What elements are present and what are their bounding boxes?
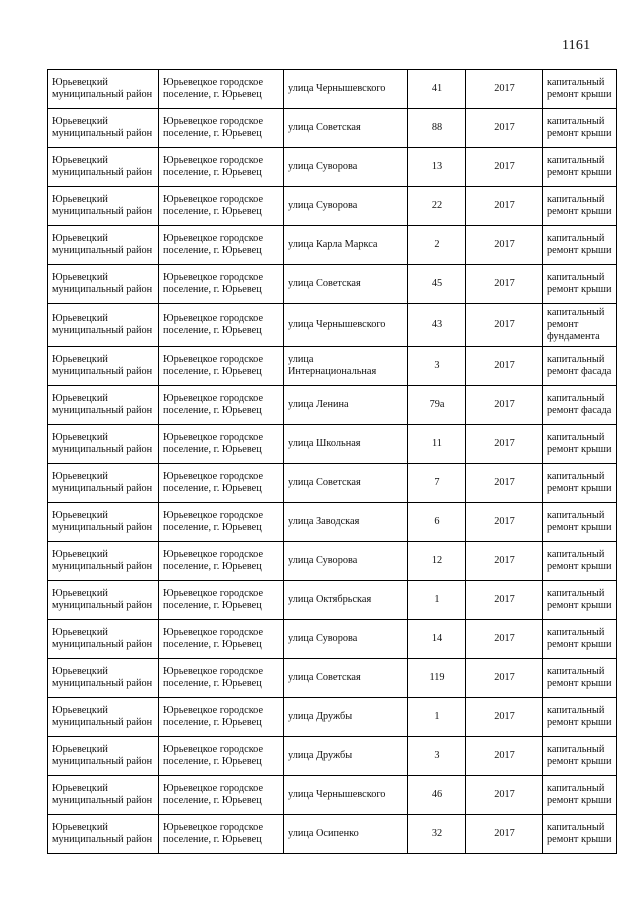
settlement-cell: Юрьевецкое городское поселение, г. Юрьевец — [159, 148, 284, 187]
house-number-cell: 45 — [408, 265, 466, 304]
house-number-cell: 7 — [408, 464, 466, 503]
street-cell: улица Осипенко — [284, 815, 408, 854]
year-cell: 2017 — [466, 109, 543, 148]
district-cell: Юрьевецкий муниципальный район — [48, 776, 159, 815]
house-number-cell: 43 — [408, 304, 466, 347]
house-number-cell: 13 — [408, 148, 466, 187]
house-number-cell: 2 — [408, 226, 466, 265]
street-cell: улица Ленина — [284, 386, 408, 425]
table-row — [48, 70, 617, 109]
street-cell: улица Интернациональная — [284, 347, 408, 386]
settlement-cell: Юрьевецкое городское поселение, г. Юрьевец — [159, 503, 284, 542]
work-type-cell: капитальный ремонт крыши — [543, 659, 617, 698]
work-type-cell: капитальный ремонт крыши — [543, 737, 617, 776]
work-type-cell: капитальный ремонт крыши — [543, 815, 617, 854]
table-row — [48, 386, 617, 425]
street-cell: улица Суворова — [284, 148, 408, 187]
district-cell: Юрьевецкий муниципальный район — [48, 304, 159, 347]
work-type-cell: капитальный ремонт фасада — [543, 386, 617, 425]
table-row — [48, 581, 617, 620]
table-row — [48, 737, 617, 776]
settlement-cell: Юрьевецкое городское поселение, г. Юрьевец — [159, 620, 284, 659]
table-row — [48, 620, 617, 659]
street-cell: улица Чернышевского — [284, 304, 408, 347]
work-type-cell: капитальный ремонт фундамента — [543, 304, 617, 347]
year-cell: 2017 — [466, 148, 543, 187]
house-number-cell: 3 — [408, 347, 466, 386]
work-type-cell: капитальный ремонт крыши — [543, 425, 617, 464]
district-cell: Юрьевецкий муниципальный район — [48, 542, 159, 581]
year-cell: 2017 — [466, 347, 543, 386]
district-cell: Юрьевецкий муниципальный район — [48, 70, 159, 109]
work-type-cell: капитальный ремонт крыши — [543, 109, 617, 148]
street-cell: улица Чернышевского — [284, 70, 408, 109]
table-row — [48, 425, 617, 464]
district-cell: Юрьевецкий муниципальный район — [48, 737, 159, 776]
street-cell: улица Октябрьская — [284, 581, 408, 620]
district-cell: Юрьевецкий муниципальный район — [48, 815, 159, 854]
district-cell: Юрьевецкий муниципальный район — [48, 347, 159, 386]
settlement-cell: Юрьевецкое городское поселение, г. Юрьевец — [159, 581, 284, 620]
settlement-cell: Юрьевецкое городское поселение, г. Юрьевец — [159, 386, 284, 425]
district-cell: Юрьевецкий муниципальный район — [48, 187, 159, 226]
work-type-cell: капитальный ремонт крыши — [543, 503, 617, 542]
house-number-cell: 3 — [408, 737, 466, 776]
house-number-cell: 119 — [408, 659, 466, 698]
table-row — [48, 347, 617, 386]
year-cell: 2017 — [466, 503, 543, 542]
house-number-cell: 79а — [408, 386, 466, 425]
district-cell: Юрьевецкий муниципальный район — [48, 226, 159, 265]
settlement-cell: Юрьевецкое городское поселение, г. Юрьевец — [159, 304, 284, 347]
house-number-cell: 11 — [408, 425, 466, 464]
table-row — [48, 815, 617, 854]
settlement-cell: Юрьевецкое городское поселение, г. Юрьевец — [159, 70, 284, 109]
year-cell: 2017 — [466, 70, 543, 109]
settlement-cell: Юрьевецкое городское поселение, г. Юрьевец — [159, 737, 284, 776]
house-number-cell: 1 — [408, 581, 466, 620]
table-row — [48, 542, 617, 581]
work-type-cell: капитальный ремонт крыши — [543, 226, 617, 265]
district-cell: Юрьевецкий муниципальный район — [48, 503, 159, 542]
year-cell: 2017 — [466, 265, 543, 304]
table-row — [48, 776, 617, 815]
year-cell: 2017 — [466, 386, 543, 425]
work-type-cell: капитальный ремонт крыши — [543, 187, 617, 226]
settlement-cell: Юрьевецкое городское поселение, г. Юрьевец — [159, 659, 284, 698]
house-number-cell: 88 — [408, 109, 466, 148]
work-type-cell: капитальный ремонт крыши — [543, 581, 617, 620]
street-cell: улица Чернышевского — [284, 776, 408, 815]
work-type-cell: капитальный ремонт крыши — [543, 265, 617, 304]
street-cell: улица Суворова — [284, 187, 408, 226]
street-cell: улица Советская — [284, 464, 408, 503]
year-cell: 2017 — [466, 620, 543, 659]
year-cell: 2017 — [466, 304, 543, 347]
table-row — [48, 659, 617, 698]
district-cell: Юрьевецкий муниципальный район — [48, 425, 159, 464]
work-type-cell: капитальный ремонт крыши — [543, 148, 617, 187]
district-cell: Юрьевецкий муниципальный район — [48, 464, 159, 503]
work-type-cell: капитальный ремонт крыши — [543, 542, 617, 581]
year-cell: 2017 — [466, 581, 543, 620]
house-number-cell: 6 — [408, 503, 466, 542]
street-cell: улица Суворова — [284, 620, 408, 659]
settlement-cell: Юрьевецкое городское поселение, г. Юрьевец — [159, 698, 284, 737]
street-cell: улица Суворова — [284, 542, 408, 581]
street-cell: улица Заводская — [284, 503, 408, 542]
street-cell: улица Школьная — [284, 425, 408, 464]
year-cell: 2017 — [466, 226, 543, 265]
work-type-cell: капитальный ремонт крыши — [543, 464, 617, 503]
house-number-cell: 22 — [408, 187, 466, 226]
table-row — [48, 226, 617, 265]
district-cell: Юрьевецкий муниципальный район — [48, 659, 159, 698]
settlement-cell: Юрьевецкое городское поселение, г. Юрьевец — [159, 464, 284, 503]
page-number: 1161 — [562, 38, 591, 53]
settlement-cell: Юрьевецкое городское поселение, г. Юрьевец — [159, 265, 284, 304]
street-cell: улица Советская — [284, 265, 408, 304]
table-row — [48, 148, 617, 187]
district-cell: Юрьевецкий муниципальный район — [48, 265, 159, 304]
district-cell: Юрьевецкий муниципальный район — [48, 620, 159, 659]
district-cell: Юрьевецкий муниципальный район — [48, 581, 159, 620]
settlement-cell: Юрьевецкое городское поселение, г. Юрьевец — [159, 815, 284, 854]
year-cell: 2017 — [466, 464, 543, 503]
work-type-cell: капитальный ремонт крыши — [543, 70, 617, 109]
settlement-cell: Юрьевецкое городское поселение, г. Юрьевец — [159, 347, 284, 386]
table-row — [48, 503, 617, 542]
work-type-cell: капитальный ремонт крыши — [543, 620, 617, 659]
settlement-cell: Юрьевецкое городское поселение, г. Юрьевец — [159, 542, 284, 581]
registry-body — [48, 70, 617, 854]
district-cell: Юрьевецкий муниципальный район — [48, 109, 159, 148]
settlement-cell: Юрьевецкое городское поселение, г. Юрьевец — [159, 187, 284, 226]
year-cell: 2017 — [466, 698, 543, 737]
district-cell: Юрьевецкий муниципальный район — [48, 698, 159, 737]
year-cell: 2017 — [466, 187, 543, 226]
table-row — [48, 265, 617, 304]
street-cell: улица Дружбы — [284, 698, 408, 737]
street-cell: улица Карла Маркса — [284, 226, 408, 265]
table-row — [48, 698, 617, 737]
work-type-cell: капитальный ремонт крыши — [543, 776, 617, 815]
house-number-cell: 14 — [408, 620, 466, 659]
house-number-cell: 12 — [408, 542, 466, 581]
street-cell: улица Советская — [284, 659, 408, 698]
table-row — [48, 187, 617, 226]
settlement-cell: Юрьевецкое городское поселение, г. Юрьевец — [159, 226, 284, 265]
house-number-cell: 1 — [408, 698, 466, 737]
year-cell: 2017 — [466, 737, 543, 776]
year-cell: 2017 — [466, 425, 543, 464]
house-number-cell: 32 — [408, 815, 466, 854]
year-cell: 2017 — [466, 776, 543, 815]
district-cell: Юрьевецкий муниципальный район — [48, 386, 159, 425]
table-row — [48, 464, 617, 503]
settlement-cell: Юрьевецкое городское поселение, г. Юрьевец — [159, 425, 284, 464]
house-number-cell: 46 — [408, 776, 466, 815]
registry-table — [47, 69, 617, 854]
settlement-cell: Юрьевецкое городское поселение, г. Юрьевец — [159, 109, 284, 148]
table-row — [48, 304, 617, 347]
street-cell: улица Советская — [284, 109, 408, 148]
street-cell: улица Дружбы — [284, 737, 408, 776]
work-type-cell: капитальный ремонт крыши — [543, 698, 617, 737]
table-row — [48, 109, 617, 148]
work-type-cell: капитальный ремонт фасада — [543, 347, 617, 386]
year-cell: 2017 — [466, 542, 543, 581]
district-cell: Юрьевецкий муниципальный район — [48, 148, 159, 187]
house-number-cell: 41 — [408, 70, 466, 109]
year-cell: 2017 — [466, 815, 543, 854]
year-cell: 2017 — [466, 659, 543, 698]
settlement-cell: Юрьевецкое городское поселение, г. Юрьевец — [159, 776, 284, 815]
